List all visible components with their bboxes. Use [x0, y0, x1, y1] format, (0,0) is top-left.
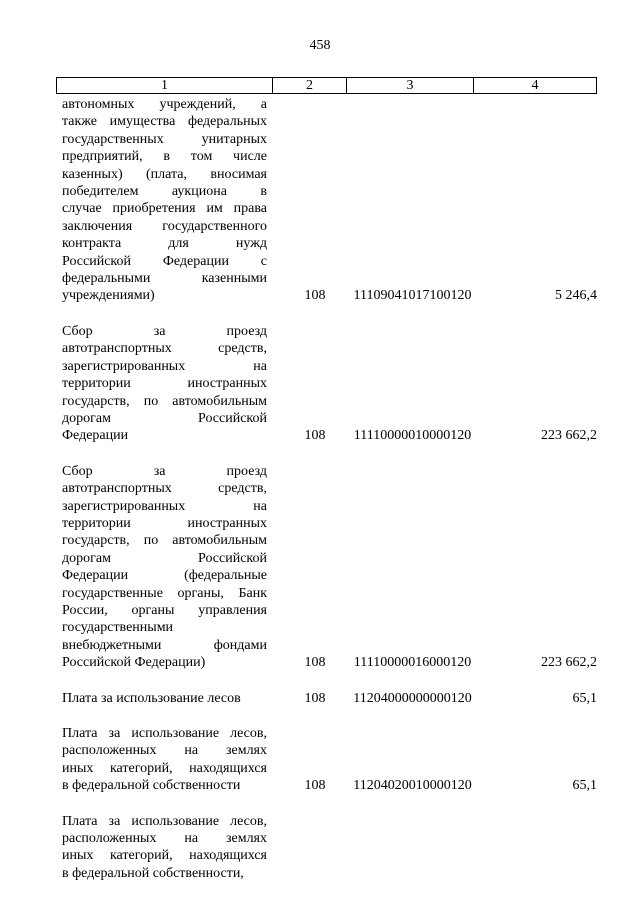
description-line: Федерации — [62, 428, 129, 444]
table-row — [56, 463, 597, 672]
table-row — [56, 813, 597, 883]
description-line: заключения государственного — [62, 218, 267, 234]
table-header-row — [56, 77, 597, 94]
description-line: иных категорий, находящихся — [62, 760, 267, 776]
description-line: в федеральной собственности, — [62, 865, 244, 881]
table-body — [56, 96, 597, 900]
description-line: автотранспортных средств, — [62, 481, 267, 497]
description-line: победителем аукциона в — [62, 184, 267, 200]
description-line: Плата за использование лесов, — [62, 813, 267, 829]
row-classification-code: 11110000016000120 — [353, 655, 472, 671]
table-row — [56, 96, 597, 305]
description-line: расположенных на землях — [62, 743, 267, 759]
description-line: территории иностранных — [62, 515, 267, 531]
row-amount: 65,1 — [572, 778, 597, 794]
description-line: внебюджетными фондами — [62, 637, 267, 653]
description-line: государств, по автомобильным — [62, 393, 267, 409]
row-description — [56, 813, 267, 883]
row-description — [56, 690, 267, 707]
description-line: автотранспортных средств, — [62, 341, 267, 357]
row-description — [56, 725, 267, 795]
page-number: 458 — [309, 38, 331, 53]
description-line: в федеральной собственности — [62, 778, 241, 794]
table-row — [56, 725, 597, 795]
description-line: учреждениями) — [62, 288, 155, 304]
description-line: зарегистрированных на — [62, 358, 267, 374]
description-line: иных категорий, находящихся — [62, 848, 267, 864]
description-line: также имущества федеральных — [62, 114, 267, 130]
row-code: 108 — [304, 655, 326, 671]
description-line: Сбор за проезд — [62, 323, 267, 339]
row-description — [56, 323, 267, 445]
description-line: Российской Федерации с — [62, 253, 267, 269]
row-description — [56, 96, 267, 305]
description-line: России, органы управления — [62, 602, 267, 618]
row-amount: 5 246,4 — [555, 288, 597, 304]
column-header-3: 3 — [346, 78, 473, 93]
table-row — [56, 690, 597, 707]
row-amount: 65,1 — [572, 690, 597, 706]
description-line: дорогам Российской — [62, 550, 267, 566]
description-line: государств, по автомобильным — [62, 533, 267, 549]
description-line: государственными — [62, 620, 174, 636]
row-classification-code: 11110000010000120 — [353, 428, 472, 444]
description-line: Плата за использование лесов, — [62, 726, 267, 741]
table-row — [56, 323, 597, 445]
row-code: 108 — [304, 428, 326, 444]
row-classification-code: 11109041017100120 — [353, 288, 472, 304]
row-code: 108 — [304, 690, 326, 706]
description-line: расположенных на землях — [62, 831, 267, 847]
description-line: дорогам Российской — [62, 410, 267, 426]
column-header-2: 2 — [272, 78, 346, 93]
column-header-4: 4 — [473, 78, 596, 93]
description-line: контракта для нужд — [62, 236, 267, 252]
row-classification-code: 11204020010000120 — [353, 778, 472, 794]
row-amount: 223 662,2 — [541, 655, 597, 671]
row-code: 108 — [304, 288, 326, 304]
description-line: Федерации (федеральные — [62, 568, 267, 584]
description-line: Российской Федерации) — [62, 655, 206, 671]
description-line: государственные органы, Банк — [62, 585, 267, 601]
row-code: 108 — [304, 778, 326, 794]
row-classification-code: 11204000000000120 — [353, 690, 472, 706]
description-line: государственных унитарных — [62, 131, 267, 147]
description-line: Сбор за проезд — [62, 463, 267, 479]
column-header-1: 1 — [161, 78, 168, 93]
description-line: территории иностранных — [62, 376, 267, 392]
description-line: федеральными казенными — [62, 271, 267, 287]
description-line: Плата за использование лесов — [62, 690, 241, 706]
row-description — [56, 463, 267, 672]
description-line: зарегистрированных на — [62, 498, 267, 514]
description-line: случае приобретения им права — [62, 201, 267, 217]
description-line: казенных) (плата, вносимая — [62, 166, 267, 182]
description-line: предприятий, в том числе — [62, 149, 267, 165]
description-line: автономных учреждений, а — [62, 97, 267, 112]
row-amount: 223 662,2 — [541, 428, 597, 444]
